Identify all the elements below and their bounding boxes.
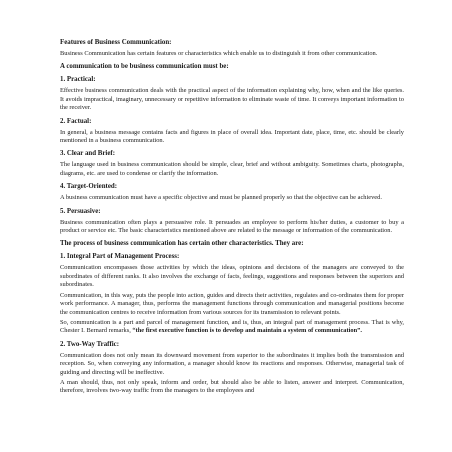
section-heading-process: The process of business communication has certain other characteristics. They are: [60,240,304,248]
feature-text-practical: Effective business communication deals with the practical aspect of the information explaining why, how, when and the like queries. It avoids impractical, imaginary, unnecessary or repetitive information to eliminate waste of time. It conveys important information to the receiver. [60,87,404,112]
section-heading-must-be: A communication to be business communication must be: [60,63,229,71]
feature-heading-clear-brief: 3. Clear and Brief: [60,150,115,158]
feature-heading-factual: 2. Factual: [60,117,92,125]
intro-paragraph: Business Communication has certain features or characteristics which enable us to distinguish it from other communication. [60,50,378,57]
feature-text-persuasive: Business communication often plays a persuasive role. It persuades an employee to perform his/her duties, a customer to buy a product or service etc. The basic characteristics mentioned above are related to the message or information of the communication. [60,218,404,235]
bernard-quote: “the first executive function is to develop and maintain a system of communication”. [132,327,362,335]
process-integral-paragraph-2: Communication, in this way, puts the people into action, guides and directs their activities, regulates and co-ordinates them for proper work performance. A manager, thus, performs the management functions through communication and managerial positions become the communication centres to receive information from various sources for its transmission to relevant points. [60,291,404,316]
feature-heading-target-oriented: 4. Target-Oriented: [60,183,118,191]
document-title: Features of Business Communication: [60,39,172,46]
process-integral-paragraph-1: Communication encompasses those activities by which the ideas, opinions and decisions of the managers are conveyed to the subordinates of different ranks. It also involves the exchange of facts, feelings, suggestions and responses between the superiors and subordinates. [60,264,404,289]
feature-text-clear-brief: The language used in business communication should be simple, clear, brief and without ambiguity. Sometimes charts, photographs, diagrams, etc. are used to condense or clarify the information. [60,161,404,177]
feature-text-factual: In general, a business message contains facts and figures in place of overall idea. Important date, place, time, etc. should be clearly mentioned in a business communication. [60,128,404,145]
feature-heading-practical: 1. Practical: [60,76,96,84]
process-two-way-paragraph-1: Communication does not only mean its downward movement from superior to the subordinates it implies both the transmission and reception. So, when conveying any information, a manager should know its reactions and responses. Otherwise, managerial task of guiding and directing will be ineffective. [60,351,404,376]
process-two-way-paragraph-2: A man should, thus, not only speak, inform and order, but should also be able to listen, answer and interpret. Communication, therefore, involves two-way traffic from the managers to the employees and [60,378,404,395]
bernard-lead-in: So, communication is a part and parcel of management function, and is, thus, an integral part of management process. That is why, Chester I. Bernard remarks, [60,318,404,335]
process-heading-two-way-traffic: 2. Two-Way Traffic: [60,340,120,348]
feature-text-target-oriented: A business communication must have a specific objective and must be planned properly so that the objective can be achieved. [60,194,382,202]
process-heading-integral-part: 1. Integral Part of Management Process: [60,253,180,261]
process-integral-paragraph-3 [60,319,404,336]
feature-heading-persuasive: 5. Persuasive: [60,207,101,215]
